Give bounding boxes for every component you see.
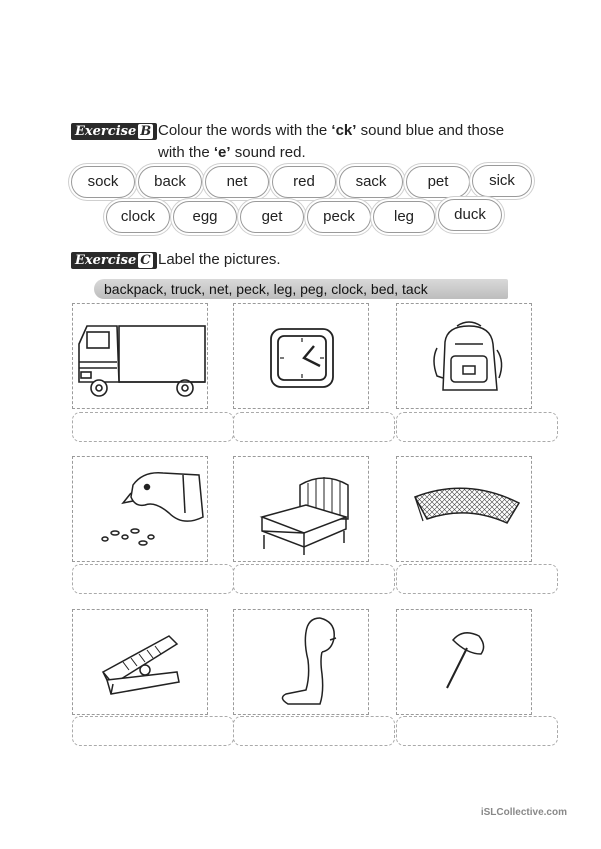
word-pill[interactable]: back bbox=[138, 166, 202, 198]
word-pill[interactable]: duck bbox=[438, 199, 502, 231]
bed-icon bbox=[234, 457, 368, 561]
word-pill[interactable]: clock bbox=[106, 201, 170, 233]
exercise-b-letter: B bbox=[140, 124, 152, 139]
bird-pecking-icon bbox=[73, 457, 207, 561]
answer-box-2[interactable] bbox=[233, 412, 395, 442]
word-bank: backpack, truck, net, peck, leg, peg, clock, bed, tack bbox=[94, 279, 508, 299]
word-pill[interactable]: sick bbox=[472, 165, 532, 197]
exercise-b-instruction: Colour the words with the ‘ck’ sound blue and those with the ‘e’ sound red. bbox=[158, 122, 505, 161]
word-pill[interactable]: sack bbox=[339, 166, 403, 198]
exercise-c-instruction: Label the pictures. bbox=[158, 251, 281, 268]
backpack-icon bbox=[397, 304, 531, 408]
picture-frame-7 bbox=[72, 609, 208, 715]
leg-icon bbox=[234, 610, 368, 714]
word-pill[interactable]: pet bbox=[406, 166, 470, 198]
exercise-b-badge: Exercise B bbox=[71, 123, 157, 140]
picture-frame-9 bbox=[396, 609, 532, 715]
word-pill[interactable]: leg bbox=[373, 201, 435, 233]
word-pill[interactable]: red bbox=[272, 166, 336, 198]
picture-frame-2 bbox=[233, 303, 369, 409]
answer-box-5[interactable] bbox=[233, 564, 395, 594]
picture-frame-6 bbox=[396, 456, 532, 562]
answer-box-1[interactable] bbox=[72, 412, 234, 442]
word-pill[interactable]: get bbox=[240, 201, 304, 233]
word-pill[interactable]: egg bbox=[173, 201, 237, 233]
picture-frame-1 bbox=[72, 303, 208, 409]
exercise-c-badge: Exercise C bbox=[71, 252, 157, 269]
net-icon bbox=[397, 457, 531, 561]
footer-watermark: iSLCollective.com bbox=[480, 807, 567, 818]
picture-frame-8 bbox=[233, 609, 369, 715]
answer-box-9[interactable] bbox=[396, 716, 558, 746]
clock-icon bbox=[234, 304, 368, 408]
answer-box-3[interactable] bbox=[396, 412, 558, 442]
answer-box-6[interactable] bbox=[396, 564, 558, 594]
tack-icon bbox=[397, 610, 531, 714]
answer-box-4[interactable] bbox=[72, 564, 234, 594]
truck-icon bbox=[73, 304, 207, 408]
word-pill[interactable]: sock bbox=[71, 166, 135, 198]
answer-box-7[interactable] bbox=[72, 716, 234, 746]
picture-frame-5 bbox=[233, 456, 369, 562]
exercise-c-letter: C bbox=[140, 253, 151, 268]
word-pill[interactable]: peck bbox=[307, 201, 371, 233]
picture-frame-4 bbox=[72, 456, 208, 562]
word-pill[interactable]: net bbox=[205, 166, 269, 198]
answer-box-8[interactable] bbox=[233, 716, 395, 746]
picture-frame-3 bbox=[396, 303, 532, 409]
peg-icon bbox=[73, 610, 207, 714]
